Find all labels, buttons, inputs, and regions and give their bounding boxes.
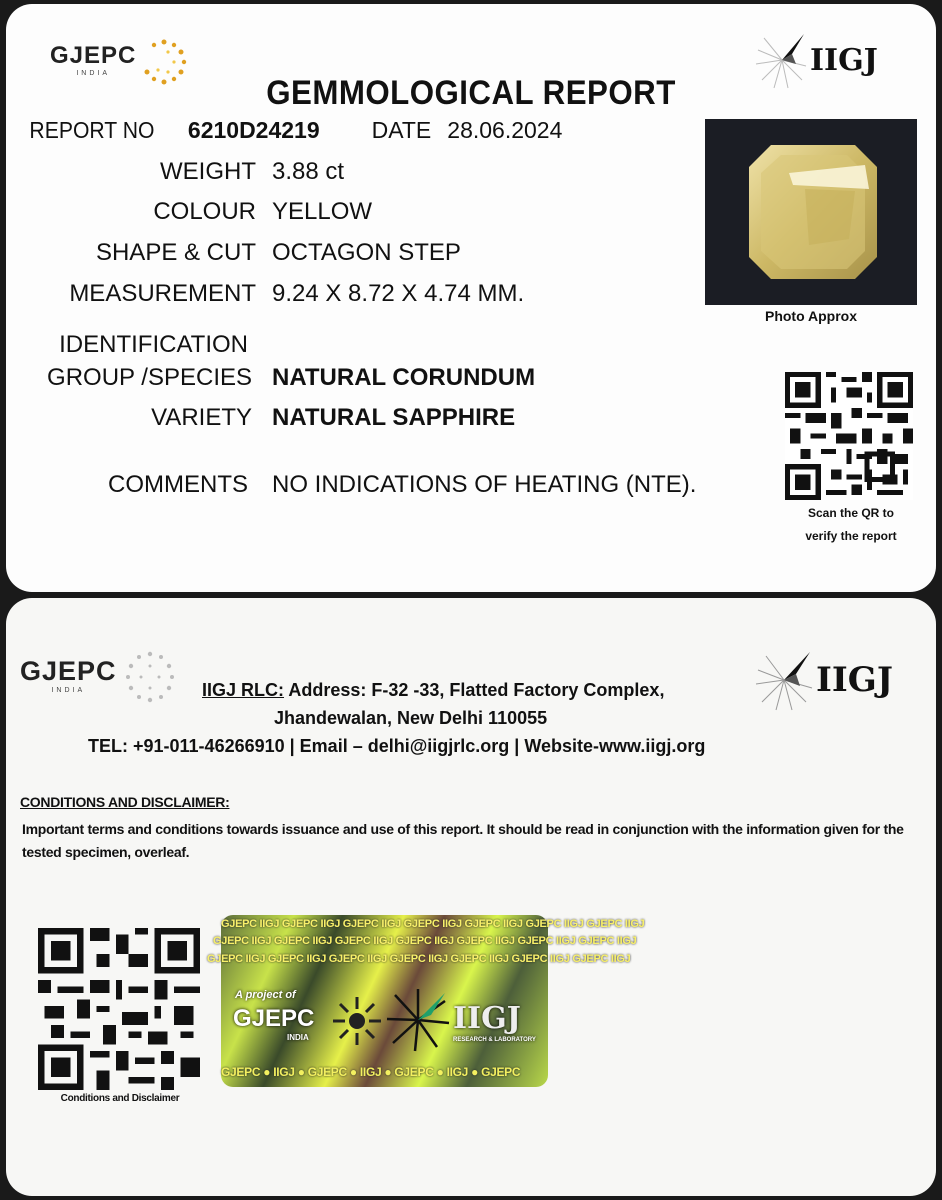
weight-label: WEIGHT [160, 158, 256, 185]
date-value: 28.06.2024 [447, 117, 563, 143]
report-front-card [6, 4, 936, 592]
gjepc-logo-back [20, 656, 179, 706]
verify-qr-caption-line1: Scan the QR to [807, 506, 894, 520]
hologram-star-icon [385, 987, 451, 1053]
variety-label: VARIETY [151, 404, 252, 431]
hologram-row-2: GJEPC IIGJ GJEPC IIGJ GJEPC IIGJ GJEPC IIGJ GJEPC IIGJ GJEPC IIGJ GJEPC IIGJ [213, 935, 637, 947]
report-back-card [6, 598, 936, 1196]
gemstone-photo [705, 119, 917, 305]
gjepc-logo-subtext: INDIA [76, 70, 111, 77]
hologram-iigj: IIGJ [453, 1001, 521, 1036]
hologram-sunburst-icon [331, 995, 383, 1047]
report-no-value: 6210D24219 [187, 117, 320, 143]
iigj-logo-back-text: IIGJ [816, 660, 893, 700]
group-species-value: NATURAL CORUNDUM [272, 364, 536, 391]
identification-label: IDENTIFICATION [59, 331, 248, 358]
gjepc-logo-text: GJEPC [50, 42, 137, 69]
address-line-1 [202, 680, 664, 701]
report-title: GEMMOLOGICAL REPORT [266, 74, 676, 112]
hologram-gjepc: GJEPC [233, 1005, 315, 1032]
hologram-row-3: GJEPC IIGJ GJEPC IIGJ GJEPC IIGJ GJEPC IIGJ GJEPC IIGJ GJEPC IIGJ GJEPC IIGJ [207, 953, 631, 965]
address-line-2: Jhandewalan, New Delhi 110055 [274, 708, 548, 728]
colour-label: COLOUR [153, 198, 256, 225]
security-hologram [207, 915, 645, 1087]
hologram-project-of: A project of [235, 989, 296, 1001]
hologram-bottom-row: GJEPC ● IIGJ ● GJEPC ● IIGJ ● GJEPC ● IIGJ ● GJEPC [221, 1065, 521, 1079]
report-no-label: REPORT NO [29, 117, 155, 143]
address-line1-text: Address: F-32 -33, Flatted Factory Complex, [284, 680, 665, 700]
iigj-star-icon-back [754, 648, 816, 712]
verify-qr-code[interactable] [785, 372, 913, 500]
sunburst-icon-back [121, 648, 179, 706]
hologram-india: INDIA [287, 1033, 309, 1042]
photo-caption: Photo Approx [764, 308, 858, 324]
gjepc-logo-back-text: GJEPC [20, 656, 117, 686]
shape-cut-value: OCTAGON STEP [272, 239, 461, 266]
hologram-research: RESEARCH & LABORATORY [453, 1037, 536, 1043]
address-label: IIGJ RLC: [202, 680, 285, 700]
colour-value: YELLOW [272, 198, 373, 225]
verify-qr-caption-line2: verify the report [805, 529, 897, 543]
contact-line: TEL: +91-011-46266910 | Email – delhi@iigjrlc.org | Website-www.iigj.org [88, 736, 706, 756]
gemstone-image [705, 119, 917, 305]
measurement-label: MEASUREMENT [69, 280, 256, 307]
verify-qr-caption [776, 502, 926, 548]
conditions-text: Important terms and conditions towards issuance and use of this report. It should be read in conjunction with the information given for the tested specimen, overleaf. [22, 821, 904, 860]
weight-value: 3.88 ct [272, 158, 345, 185]
iigj-logo-text: IIGJ [810, 42, 878, 78]
hologram-row-1: GJEPC IIGJ GJEPC IIGJ GJEPC IIGJ GJEPC IIGJ GJEPC IIGJ GJEPC IIGJ GJEPC IIGJ [221, 918, 645, 930]
report-number-line [24, 117, 562, 144]
comments-value: NO INDICATIONS OF HEATING (NTE). [272, 471, 697, 498]
shape-cut-label: SHAPE & CUT [95, 239, 256, 266]
group-species-label: GROUP /SPECIES [47, 364, 252, 391]
conditions-qr-caption: Conditions and Disclaimer [60, 1093, 180, 1104]
measurement-value: 9.24 X 8.72 X 4.74 MM. [272, 280, 525, 307]
conditions-qr-code[interactable] [38, 928, 200, 1090]
comments-label: COMMENTS [108, 471, 248, 498]
iigj-logo-back [754, 648, 893, 712]
conditions-title: CONDITIONS AND DISCLAIMER: [20, 794, 230, 810]
variety-value: NATURAL SAPPHIRE [272, 404, 516, 431]
date-label: DATE [371, 117, 432, 143]
gjepc-logo-back-subtext: INDIA [51, 687, 86, 694]
